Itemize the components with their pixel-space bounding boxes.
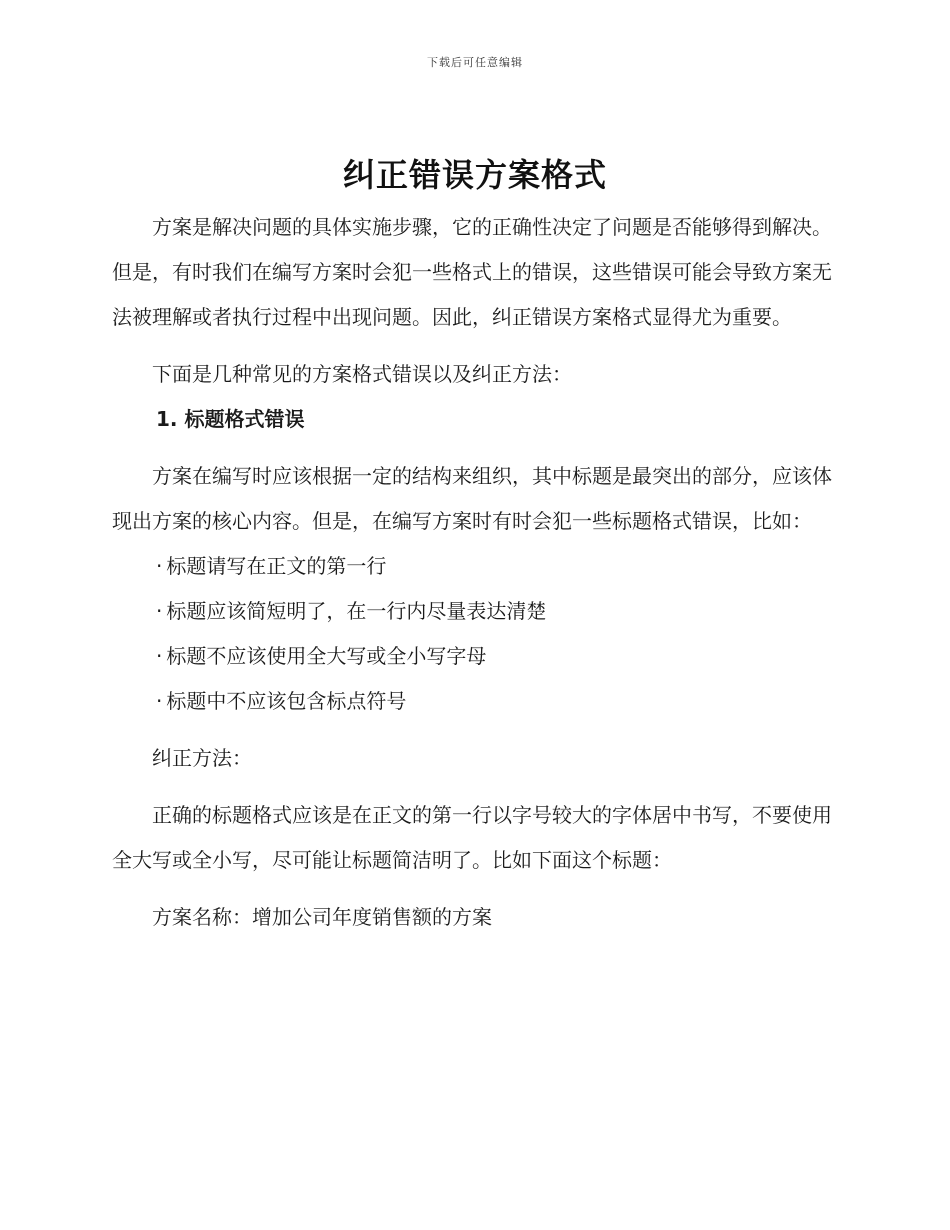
list-item [112, 589, 832, 634]
list-item-text: 标题应该简短明了，在一行内尽量表达清楚 [166, 599, 547, 623]
fix-label: 纠正方法： [152, 746, 252, 770]
list-item-text: 标题中不应该包含标点符号 [166, 689, 407, 713]
bullet-marker: · [156, 599, 163, 623]
example-title: 方案名称：增加公司年度销售额的方案 [152, 905, 492, 929]
list-item-text: 标题不应该使用全大写或全小写字母 [166, 644, 487, 668]
header-note: 下载后可任意编辑 [427, 56, 523, 69]
bullet-marker: · [156, 554, 163, 578]
list-item-text: 标题请写在正文的第一行 [166, 554, 387, 578]
section-body-paragraph: 方案在编写时应该根据一定的结构来组织，其中标题是最突出的部分，应该体现出方案的核心内容。但是，在编写方案时有时会犯一些标题格式错误，比如： [112, 464, 832, 533]
bullet-marker: · [156, 644, 163, 668]
list-item [112, 634, 832, 679]
list-item [112, 544, 832, 589]
page-title: 纠正错误方案格式 [342, 156, 607, 194]
intro-paragraph: 方案是解决问题的具体实施步骤，它的正确性决定了问题是否能够得到解决。但是，有时我们在编写方案时会犯一些格式上的错误，这些错误可能会导致方案无法被理解或者执行过程中出现问题。因此，纠正错误方案格式显得尤为重要。 [112, 215, 832, 329]
bullet-marker: · [156, 689, 163, 713]
list-item [112, 679, 832, 724]
fix-paragraph: 正确的标题格式应该是在正文的第一行以字号较大的字体居中书写，不要使用全大写或全小写，尽可能让标题简洁明了。比如下面这个标题： [112, 803, 832, 872]
document-body [112, 205, 832, 940]
section-heading: 1. 标题格式错误 [156, 407, 305, 431]
lead-paragraph: 下面是几种常见的方案格式错误以及纠正方法： [152, 362, 572, 386]
